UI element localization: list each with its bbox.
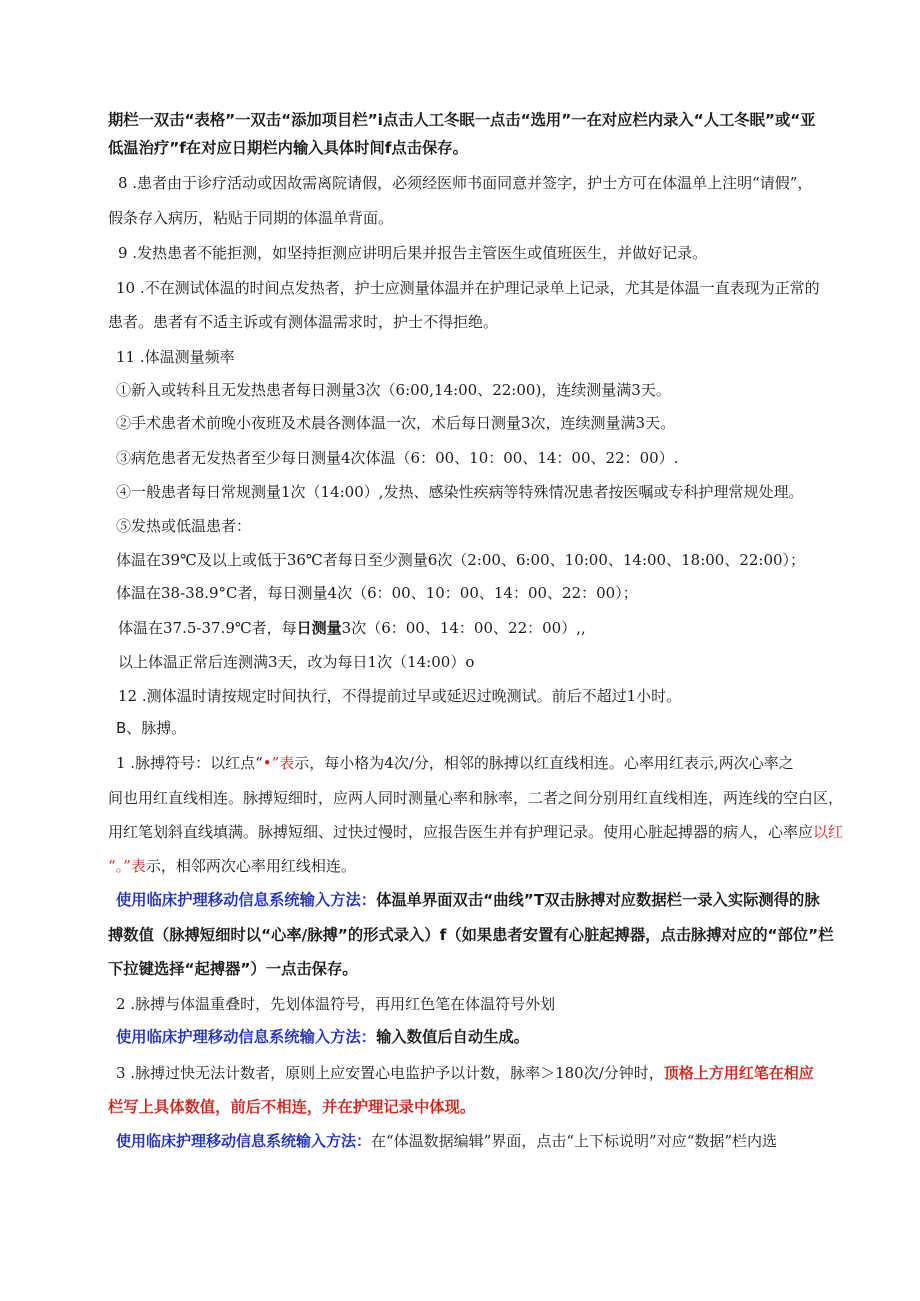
text-line: 栏写上具体数值，前后不相连，并在护理记录中体现。 <box>108 1098 476 1116</box>
text-line: 使用临床护理移动信息系统输入方法：在“体温数据编辑”界面，点击“上下标说明”对应“数据”栏内选 <box>116 1132 778 1150</box>
text-line: ③病危患者无发热者至少每日测量4次体温（6：00、10：00、14：00、22：00）. <box>116 449 679 467</box>
text-line: 以上体温正常后连测满3天，改为每日1次（14:00）o <box>118 653 475 671</box>
text-line: 8 .患者由于诊疗活动或因故需离院请假，必须经医师书面同意并签字，护士方可在体温单上注明“请假”， <box>118 174 813 192</box>
text-line: 体温在37.5-37.9℃者，每日测量3次（6：00、14：00、22：00）,, <box>118 619 586 637</box>
text-line: 3 .脉搏过快无法计数者，原则上应安置心电监护予以计数，脉率＞180次/分钟时，顶格上方用红笔在相应 <box>116 1064 814 1082</box>
text-line: ⑤发热或低温患者： <box>116 517 252 535</box>
text-line: 12 .测体温时请按规定时间执行，不得提前过早或延迟过晚测试。前后不超过1小时。 <box>118 687 682 705</box>
section-heading: B、脉搏。 <box>116 719 187 737</box>
text-line: 用红笔划斜直线填满。脉搏短细、过快过慢时，应报告医生并有护理记录。使用心脏起搏器的病人，心率应以红 <box>108 823 844 841</box>
text-line: 体温在39℃及以上或低于36℃者每日至少测量6次（2:00、6:00、10:00、14:00、18:00、22:00）； <box>116 551 806 569</box>
text-line: 2 .脉搏与体温重叠时，先划体温符号，再用红色笔在体温符号外划 <box>116 995 556 1013</box>
text-line: 低温治疗”f在对应日期栏内输入具体时间f点击保存。 <box>108 139 468 157</box>
text-line: 9 .发热患者不能拒测，如坚持拒测应讲明后果并报告主管医生或值班医生，并做好记录。 <box>118 244 708 262</box>
text-line: 使用临床护理移动信息系统输入方法：体温单界面双击“曲线”T双击脉搏对应数据栏一录入实际测得的脉 <box>116 891 820 909</box>
text-line: 假条存入病历，粘贴于同期的体温单背面。 <box>108 209 394 227</box>
text-line: 患者。患者有不适主诉或有测体温需求时，护士不得拒绝。 <box>108 313 499 331</box>
text-line: 期栏一双击“表格”一双击“添加项目栏”i点击人工冬眠一点击“选用”一在对应栏内录入“人工冬眠”或“亚 <box>108 111 816 129</box>
text-line: 10 .不在测试体温的时间点发热者，护士应测量体温并在护理记录单上记录，尤其是体温一直表现为正常的 <box>116 279 820 297</box>
text-line: 体温在38-38.9°C者，每日测量4次（6：00、10：00、14：00、22：00）； <box>116 584 638 602</box>
text-line: 11 .体温测量频率 <box>116 348 235 366</box>
text-line: ①新入或转科且无发热患者每日测量3次（6:00,14:00、22:00)，连续测量满3天。 <box>116 381 671 399</box>
text-line: 下拉键选择“起搏器”）一点击保存。 <box>108 960 358 978</box>
text-line: “。”表示，相邻两次心率用红线相连。 <box>108 857 356 875</box>
text-line: 1 .脉搏符号：以红点“•”表示，每小格为4次/分，相邻的脉搏以红直线相连。心率用红表示,两次心率之 <box>116 754 794 772</box>
text-line: ②手术患者术前晚小夜班及术晨各测体温一次，术后每日测量3次，连续测量满3天。 <box>116 414 676 432</box>
text-line: 间也用红直线相连。脉搏短细时，应两人同时测量心率和脉率，二者之间分别用红直线相连，两连线的空白区， <box>108 789 844 807</box>
text-line: 搏数值（脉搏短细时以“心率/脉搏”的形式录入）f（如果患者安置有心脏起搏器，点击脉搏对应的“部位”栏 <box>108 926 834 944</box>
text-line: 使用临床护理移动信息系统输入方法：输入数值后自动生成。 <box>116 1028 530 1046</box>
text-line: ④一般患者每日常规测量1次（14:00）,发热、感染性疾病等特殊情况患者按医嘱或专科护理常规处理。 <box>116 483 804 501</box>
